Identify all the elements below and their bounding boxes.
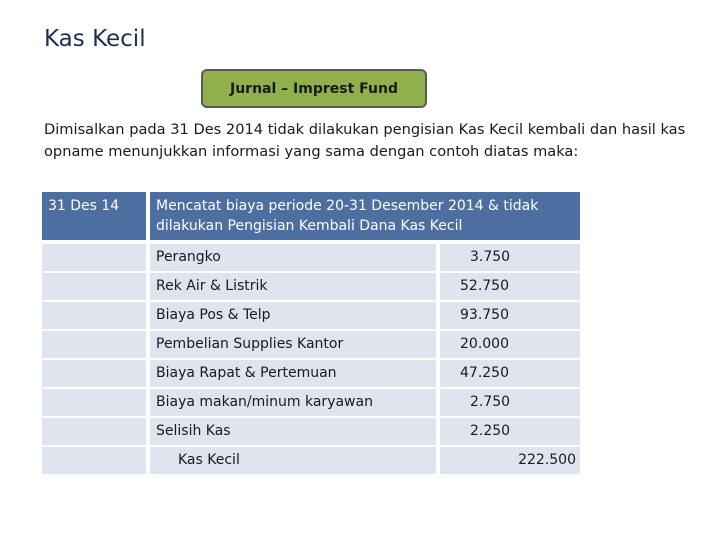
journal-date-cell: 31 Des 14 (42, 192, 146, 240)
date-blank-cell (42, 447, 146, 474)
account-cell: Selisih Kas (150, 418, 436, 445)
intro-text (44, 119, 704, 163)
date-blank-cell (42, 418, 146, 445)
date-blank-cell (42, 389, 146, 416)
journal-header-line-2: dilakukan Pengisian Kembali Dana Kas Kecil (156, 218, 463, 234)
amount-cell: 47.250 (440, 360, 580, 387)
amount-cell: 3.750 (440, 244, 580, 271)
intro-line-2: opname menunjukkan informasi yang sama dengan contoh diatas maka: (44, 143, 579, 160)
date-blank-cell (42, 360, 146, 387)
account-cell: Biaya Pos & Telp (150, 302, 436, 329)
amount-cell: 222.500 (440, 447, 580, 474)
amount-cell: 20.000 (440, 331, 580, 358)
account-cell: Biaya makan/minum karyawan (150, 389, 436, 416)
section-badge: Jurnal – Imprest Fund (201, 69, 427, 108)
date-blank-cell (42, 244, 146, 271)
amount-cell: 52.750 (440, 273, 580, 300)
intro-line-1: Dimisalkan pada 31 Des 2014 tidak dilakukan pengisian Kas Kecil kembali dan hasil kas (44, 121, 686, 138)
amount-cell: 2.750 (440, 389, 580, 416)
date-blank-cell (42, 302, 146, 329)
account-cell: Biaya Rapat & Pertemuan (150, 360, 436, 387)
account-cell: Rek Air & Listrik (150, 273, 436, 300)
page-title: Kas Kecil (44, 26, 146, 52)
account-cell: Kas Kecil (150, 447, 436, 474)
amount-cell: 93.750 (440, 302, 580, 329)
journal-header-line-1: Mencatat biaya periode 20-31 Desember 2014 & tidak (156, 198, 539, 214)
amount-cell: 2.250 (440, 418, 580, 445)
account-cell: Pembelian Supplies Kantor (150, 331, 436, 358)
account-cell: Perangko (150, 244, 436, 271)
date-blank-cell (42, 331, 146, 358)
journal-header-cell (150, 192, 580, 240)
date-blank-cell (42, 273, 146, 300)
